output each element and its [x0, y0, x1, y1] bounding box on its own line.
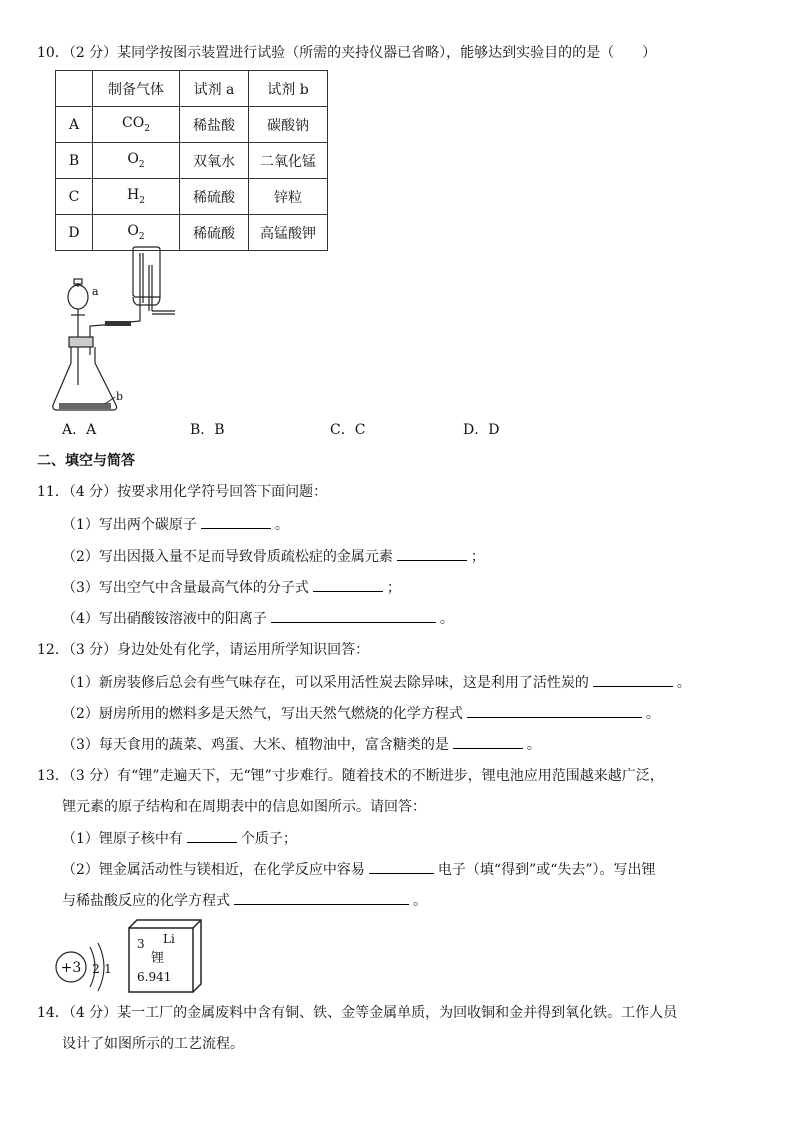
table-row — [56, 107, 328, 143]
shell-2-electrons: 1 — [104, 962, 112, 976]
reagent-a-cell: 稀盐酸 — [180, 107, 249, 143]
q11-item-1: （1）写出两个碳原子 。 — [62, 514, 289, 535]
q11-item-2: （2）写出因摄入量不足而导致骨质疏松症的金属元素 ； — [62, 546, 485, 567]
separatory-funnel — [68, 279, 88, 385]
section-title: 二、填空与简答 — [37, 453, 135, 469]
table-header-cell: 制备气体 — [93, 71, 180, 107]
q14-stem-line1: 14．（4 分）某一工厂的金属废料中含有铜、铁、金等金属单质，为回收铜和金并得到氧化铁。工作人员 — [37, 1005, 678, 1021]
q13-item-2-line2: 与稀盐酸反应的化学方程式 。 — [62, 890, 427, 911]
atom-structure-diagram — [52, 935, 122, 995]
row-label: A — [56, 107, 93, 143]
table-row — [56, 179, 328, 215]
choice-c: C．C — [330, 422, 366, 438]
reagent-b-cell: 二氧化锰 — [249, 143, 328, 179]
label-b: b — [116, 390, 124, 403]
reagent-b-cell: 锌粒 — [249, 179, 328, 215]
q12-item-1: （1）新房装修后总会有些气味存在，可以采用活性炭去除异味，这是利用了活性炭的 。 — [62, 672, 691, 693]
reagent-a-cell: 稀硫酸 — [180, 179, 249, 215]
q13-item-1: （1）锂原子核中有 个质子； — [62, 828, 297, 849]
q12-item-2: （2）厨房所用的燃料多是天然气，写出天然气燃烧的化学方程式 。 — [62, 703, 660, 724]
table-header-cell: 试剂 a — [180, 71, 249, 107]
choice-d: D．D — [463, 422, 500, 438]
q12-stem: 12．（3 分）身边处处有化学，请运用所学知识回答： — [37, 642, 370, 658]
element-symbol: Li — [163, 932, 175, 946]
atomic-number: 3 — [137, 937, 145, 951]
reagent-b-cell: 高锰酸钾 — [249, 215, 328, 251]
collection-bottle — [133, 247, 175, 314]
nucleus-charge: +3 — [60, 960, 82, 976]
gas-cell: $O_2$ — [93, 143, 180, 179]
table-row — [56, 143, 328, 179]
q13-stem-line2: 锂元素的原子结构和在周期表中的信息如图所示。请回答： — [62, 799, 426, 815]
table-header-row — [56, 71, 328, 107]
gas-cell: $CO_2$ — [93, 107, 180, 143]
conical-flask — [53, 337, 117, 410]
reagent-table — [55, 70, 328, 251]
row-label: B — [56, 143, 93, 179]
reagent-a-cell: 稀硫酸 — [180, 215, 249, 251]
gas-cell: $O_2$ — [93, 215, 180, 251]
row-label: C — [56, 179, 93, 215]
row-label: D — [56, 215, 93, 251]
reagent-a-cell: 双氧水 — [180, 143, 249, 179]
label-a: a — [92, 285, 99, 298]
periodic-table-cell — [125, 918, 205, 996]
q13-item-2: （2）锂金属活动性与镁相近，在化学反应中容易 电子（填“得到”或“失去”）。写出锂 — [62, 859, 656, 880]
choice-b: B．B — [190, 422, 225, 438]
element-name: 锂 — [151, 951, 165, 966]
q11-item-3: （3）写出空气中含量最高气体的分子式 ； — [62, 577, 401, 598]
q10-stem: 10．（2 分）某同学按图示装置进行试验（所需的夹持仪器已省略），能够达到实验目的的是（ ） — [37, 45, 657, 61]
q14-stem-line2: 设计了如图所示的工艺流程。 — [62, 1036, 244, 1052]
table-header-cell: 试剂 b — [249, 71, 328, 107]
q11-item-4: （4）写出硝酸铵溶液中的阳离子 。 — [62, 608, 454, 629]
choice-a: A．A — [62, 422, 97, 438]
gas-cell: $H_2$ — [93, 179, 180, 215]
atomic-mass: 6.941 — [137, 970, 172, 984]
shell-1-electrons: 2 — [92, 962, 100, 976]
reagent-b-cell: 碳酸钠 — [249, 107, 328, 143]
delivery-tube — [90, 303, 140, 355]
q13-stem-line1: 13．（3 分）有“锂”走遍天下，无“锂”寸步难行。随着技术的不断进步，锂电池应用范围越来越广泛， — [37, 768, 664, 784]
apparatus-figure — [45, 245, 185, 415]
q12-item-3: （3）每天食用的蔬菜、鸡蛋、大米、植物油中，富含糖类的是 。 — [62, 734, 541, 755]
q11-stem: 11．（4 分）按要求用化学符号回答下面问题： — [37, 484, 328, 500]
solid-reagent — [59, 403, 111, 409]
table-header-cell — [56, 71, 93, 107]
